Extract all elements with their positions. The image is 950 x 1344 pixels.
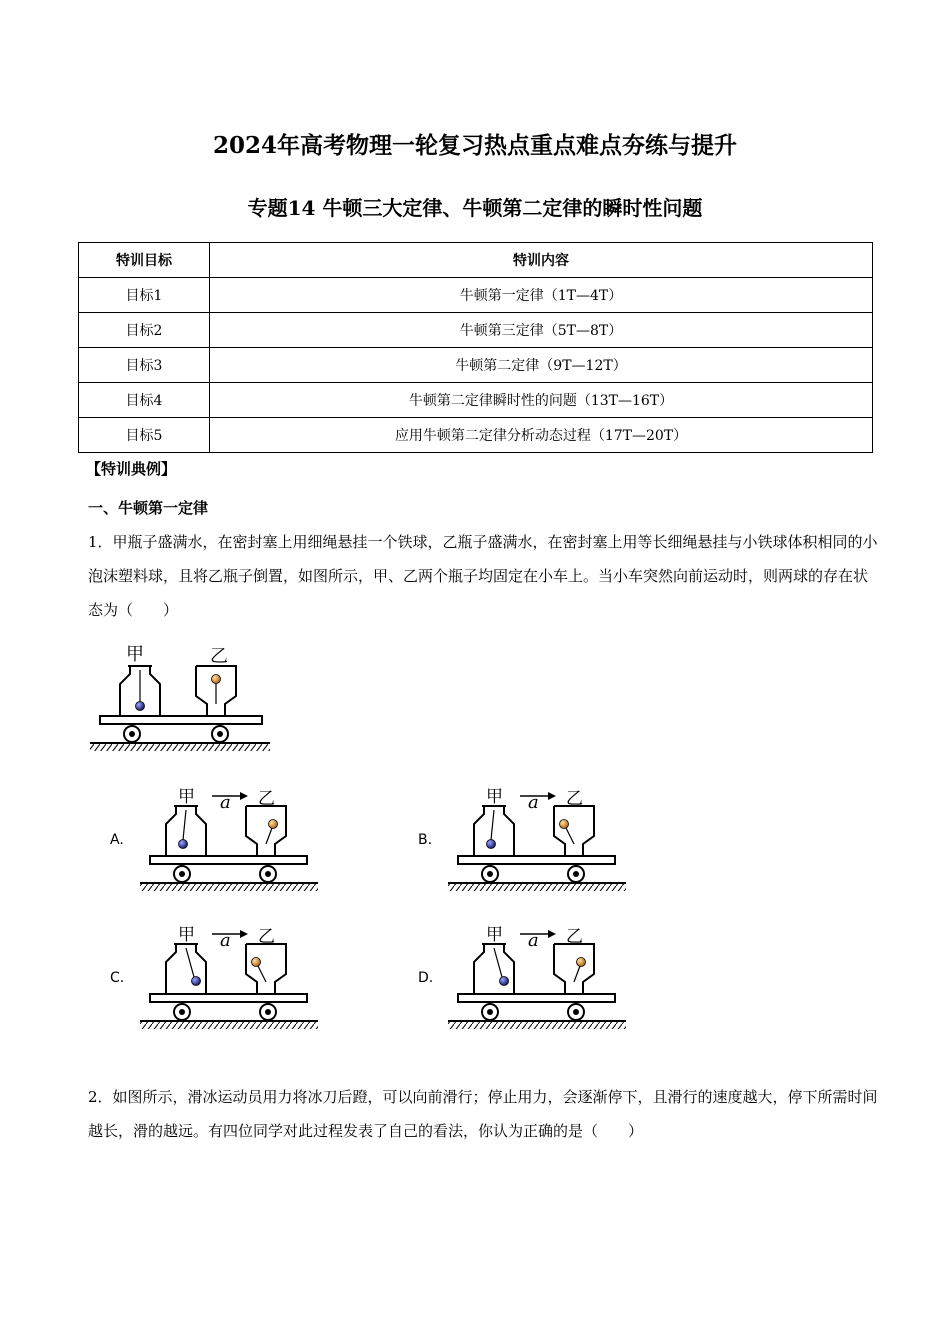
table-header-row <box>79 243 873 278</box>
table-cell-content: 牛顿第二定律瞬时性的问题（13T—16T） <box>210 383 873 418</box>
table-cell-target: 目标5 <box>79 418 210 453</box>
table-row <box>79 348 873 383</box>
table-cell-target: 目标2 <box>79 313 210 348</box>
label-jia: 甲 <box>178 787 195 807</box>
label-yi: 乙 <box>210 646 228 667</box>
option-b-figure[interactable] <box>448 782 628 892</box>
option-c-label[interactable]: C. <box>110 970 125 986</box>
option-a-label[interactable]: A. <box>110 832 124 848</box>
table-row <box>79 418 873 453</box>
document-subtitle: 专题14 牛顿三大定律、牛顿第二定律的瞬时性问题 <box>247 196 703 220</box>
table-cell-content: 牛顿第三定律（5T—8T） <box>210 313 873 348</box>
label-yi: 乙 <box>258 789 275 809</box>
table-header-cell: 特训内容 <box>210 243 873 278</box>
document-title: 2024年高考物理一轮复习热点重点难点夯练与提升 <box>212 132 737 159</box>
table-row <box>79 278 873 313</box>
label-yi: 乙 <box>566 789 583 809</box>
label-jia: 甲 <box>178 925 195 945</box>
table-cell-target: 目标3 <box>79 348 210 383</box>
label-yi: 乙 <box>566 927 583 947</box>
table-header-cell: 特训目标 <box>79 243 210 278</box>
label-accel: a <box>220 930 231 951</box>
question-1-figure <box>88 640 278 755</box>
option-c-figure[interactable] <box>140 920 320 1030</box>
section-heading: 一、牛顿第一定律 <box>88 499 209 517</box>
table-cell-content: 牛顿第二定律（9T—12T） <box>210 348 873 383</box>
label-accel: a <box>528 792 539 813</box>
section-label: 【特训典例】 <box>86 460 177 478</box>
table-cell-content: 牛顿第一定律（1T—4T） <box>210 278 873 313</box>
question-1-text: 1．甲瓶子盛满水，在密封塞上用细绳悬挂一个铁球，乙瓶子盛满水，在密封塞上用等长细绳悬挂与小铁球体积相同的小泡沫塑料球，且将乙瓶子倒置，如图所示，甲、乙两个瓶子均固定在小车上。当小车突然向前运动时，则两球的存在状态为（ ） <box>88 533 878 619</box>
label-jia: 甲 <box>486 787 503 807</box>
label-yi: 乙 <box>258 927 275 947</box>
label-accel: a <box>528 930 539 951</box>
table-cell-target: 目标4 <box>79 383 210 418</box>
label-accel: a <box>220 792 231 813</box>
label-jia: 甲 <box>126 644 144 665</box>
option-d-figure[interactable] <box>448 920 628 1030</box>
label-jia: 甲 <box>486 925 503 945</box>
option-d-label[interactable]: D. <box>418 970 434 986</box>
option-a-figure[interactable] <box>140 782 320 892</box>
table-cell-content: 应用牛顿第二定律分析动态过程（17T—20T） <box>210 418 873 453</box>
option-b-label[interactable]: B. <box>418 832 433 848</box>
table-cell-target: 目标1 <box>79 278 210 313</box>
table-row <box>79 313 873 348</box>
training-targets-table <box>78 242 873 453</box>
question-2-text: 2．如图所示，滑冰运动员用力将冰刀后蹬，可以向前滑行；停止用力，会逐渐停下，且滑行的速度越大，停下所需时间越长，滑的越远。有四位同学对此过程发表了自己的看法，你认为正确的是（ ） <box>88 1088 878 1140</box>
table-row <box>79 383 873 418</box>
